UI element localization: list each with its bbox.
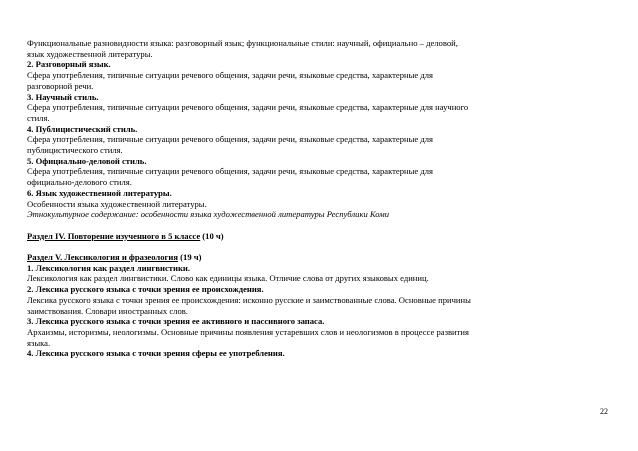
text-line: Функциональные разновидности языка: разговорный язык; функциональные стили: научный, официально – деловой, [27,38,458,48]
text-line: Сфера употребления, типичные ситуации речевого общения, задачи речи, языковые средства, характерные для [27,166,433,177]
text-line: язык художественной литературы. [27,48,153,59]
topic-heading: 5. Официально-деловой стиль. [27,155,147,166]
text-line: Сфера употребления, типичные ситуации речевого общения, задачи речи, языковые средства, характерные для [27,134,433,145]
section5-title: Раздел V. Лексикология и фразеология [27,252,179,263]
text-line: заимствования. Словари иностранных слов. [27,305,188,316]
topic-heading: 4. Публицистический стиль. [27,123,138,134]
text-line: Сфера употребления, типичные ситуации речевого общения, задачи речи, языковые средства, характерные для [27,70,433,81]
text-line: языка. [27,337,51,348]
text-line: официально-делового стиля. [27,177,132,188]
text-line: разговорной речи. [27,80,94,91]
text-line: Лексикология как раздел лингвистики. Слово как единицы языка. Отличие слова от других языковых единиц. [27,273,429,284]
text-line: Особенности языка художественной литературы. [27,198,207,209]
section4-hours: (10 ч) [200,230,224,241]
section4-title: Раздел IV. Повторение изученного в 5 классе [27,230,201,241]
blank-line [27,220,611,231]
section5-hours: (19 ч) [178,252,202,263]
text-line: Архаизмы, историзмы, неологизмы. Основные причины появления устаревших слов и неологизмов в процессе развития [27,326,469,337]
text-line: стиля. [27,112,50,123]
topic-heading: 2. Лексика русского языка с точки зрения ее происхождения. [27,284,264,295]
text-line: публицистического стиля. [27,145,123,156]
section4-heading [27,231,611,242]
text-line: Лексика русского языка с точки зрения ее происхождения: исконно русские и заимствованные слова. Основные причины [27,294,471,305]
topic-heading: 6. Язык художественной литературы. [27,187,172,198]
topic-heading: 2. Разговорный язык. [27,59,111,70]
page-number: 22 [600,407,608,416]
topic-heading: 3. Лексика русского языка с точки зрения ее активного и пассивного запаса. [27,316,325,327]
topic-heading: 3. Научный стиль. [27,91,99,102]
topic-heading: 1. Лексикология как раздел лингвистики. [27,262,191,273]
text-line: Сфера употребления, типичные ситуации речевого общения, задачи речи, языковые средства, характерные для научного [27,102,469,113]
document-body [27,38,611,359]
section5-heading [27,252,611,263]
blank-line [27,241,611,252]
ethnocultural-note: Этнокультурное содержание: особенности языка художественной литературы Республики Коми [27,209,390,220]
topic-heading: 4. Лексика русского языка с точки зрения сферы ее употребления. [27,348,285,359]
